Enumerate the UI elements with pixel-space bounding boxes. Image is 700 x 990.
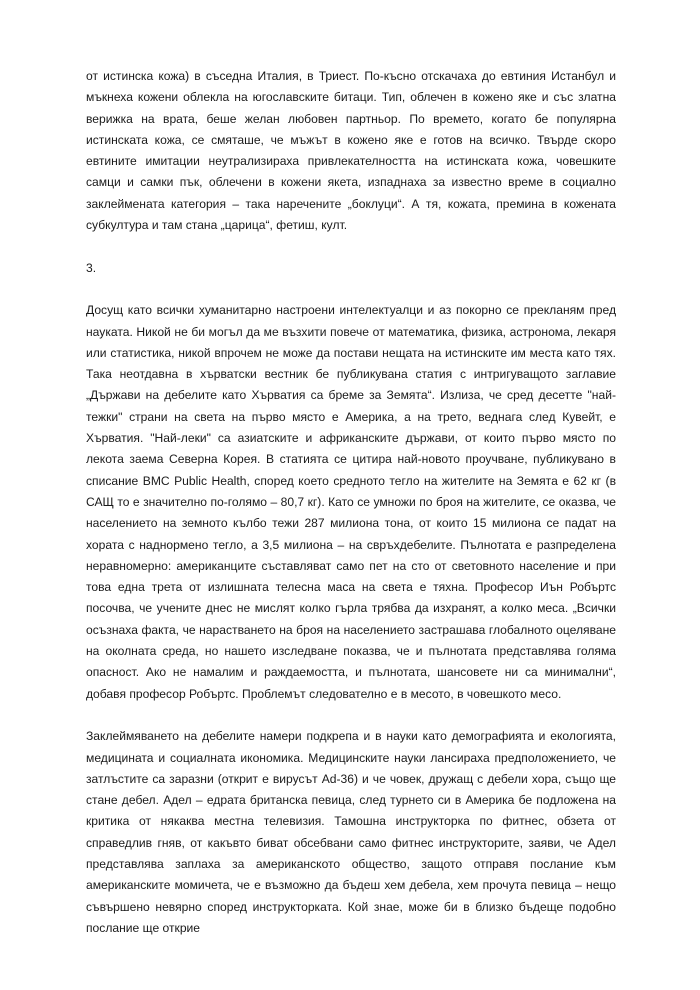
document-body: [86, 66, 616, 939]
paragraph-1: от истинска кожа) в съседна Италия, в Триест. По-късно отскачаха до евтиния Истанбул и мъкнеха кожени облекла на югославските битаци. Тип, облечен в кожено яке и със златна верижка на врата, беше желан любовен партньор. По времето, когато бе популярна истинската кожа, се смяташе, че мъжът в кожено яке е готов на всичко. Твърде скоро евтините имитации неутрализираха привлекателността на истинската кожа, човешките самци и самки пък, облечени в кожени якета, изпаднаха за известно време в социално заклеймената категория – така наречените „боклуци“. А тя, кожата, премина в кожената субкултура и там стана „царица“, фетиш, култ.: [86, 69, 616, 233]
section-number: 3.: [86, 260, 97, 275]
paragraph-2: Досущ като всички хуманитарно настроени интелектуалци и аз покорно се прекланям пред науката. Никой не би могъл да ме възхити повече от математика, физика, астронома, лекаря или статистика, никой впрочем не може да постави нещата на истинските им места като тях. Така неотдавна в хърватски вестник бе публикувана статия с интригуващото заглавие „Държави на дебелите като Хърватия са бреме за Земята“. Излиза, че сред десетте "най-тежки" страни на света на първо място е Америка, а на трето, веднага след Кувейт, е Хърватия. "Най-леки" са азиатските и африканските държави, от които първо място по лекота заема Северна Корея. В статията се цитира най-новото проучване, публикувано в списание BMC Public Health, според което средното тегло на жителите на Земята е 62 кг (в САЩ то е значително по-голямо – 80,7 кг). Като се умножи по броя на жителите, се оказва, че населението на земното кълбо тежи 287 милиона тона, от които 15 милиона се падат на хората с наднормено тегло, а 3,5 милиона – на свръхдебелите. Пълнотата е разпределена неравномерно: американците съставляват само пет на сто от световното население и при това една трета от излишната телесна маса на света е тяхна. Професор Иън Робъртс посочва, че учените днес не мислят колко гърла трябва да изхранят, а колко меса. „Всички осъзнаха факта, че нарастването на броя на населението застрашава глобалното оцеляване на околната среда, но нашето изследване показва, че и пълнотата представлява голяма опасност. Ако не намалим и раждаемостта, и пълнотата, шансовете ни са минимални“, добавя професор Робъртс. Проблемът следователно е в месото, в човешкото месо.: [86, 303, 616, 701]
paragraph-3: Заклеймяването на дебелите намери подкрепа и в науки като демографията и екологията, медицината и социалната икономика. Медицинските науки лансираха предположението, че затлъстите са заразни (открит е вирусът Ad-36) и че човек, дружащ с дебели хора, също ще стане дебел. Адел – едрата британска певица, след турнето си в Америка бе подложена на критика от някаква местна телевизия. Тамошна инструкторка по фитнес, обзета от справедлив гняв, от какъвто биват обсебвани само фитнес инструкторите, заяви, че Адел представлява заплаха за американското общество, защото отправя послание към американските момичета, че е възможно да бъдеш хем дебела, хем прочута певица – нещо съвършено невярно според инструкторката. Кой знае, може би в близко бъдеще подобно послание ще открие: [86, 729, 616, 935]
